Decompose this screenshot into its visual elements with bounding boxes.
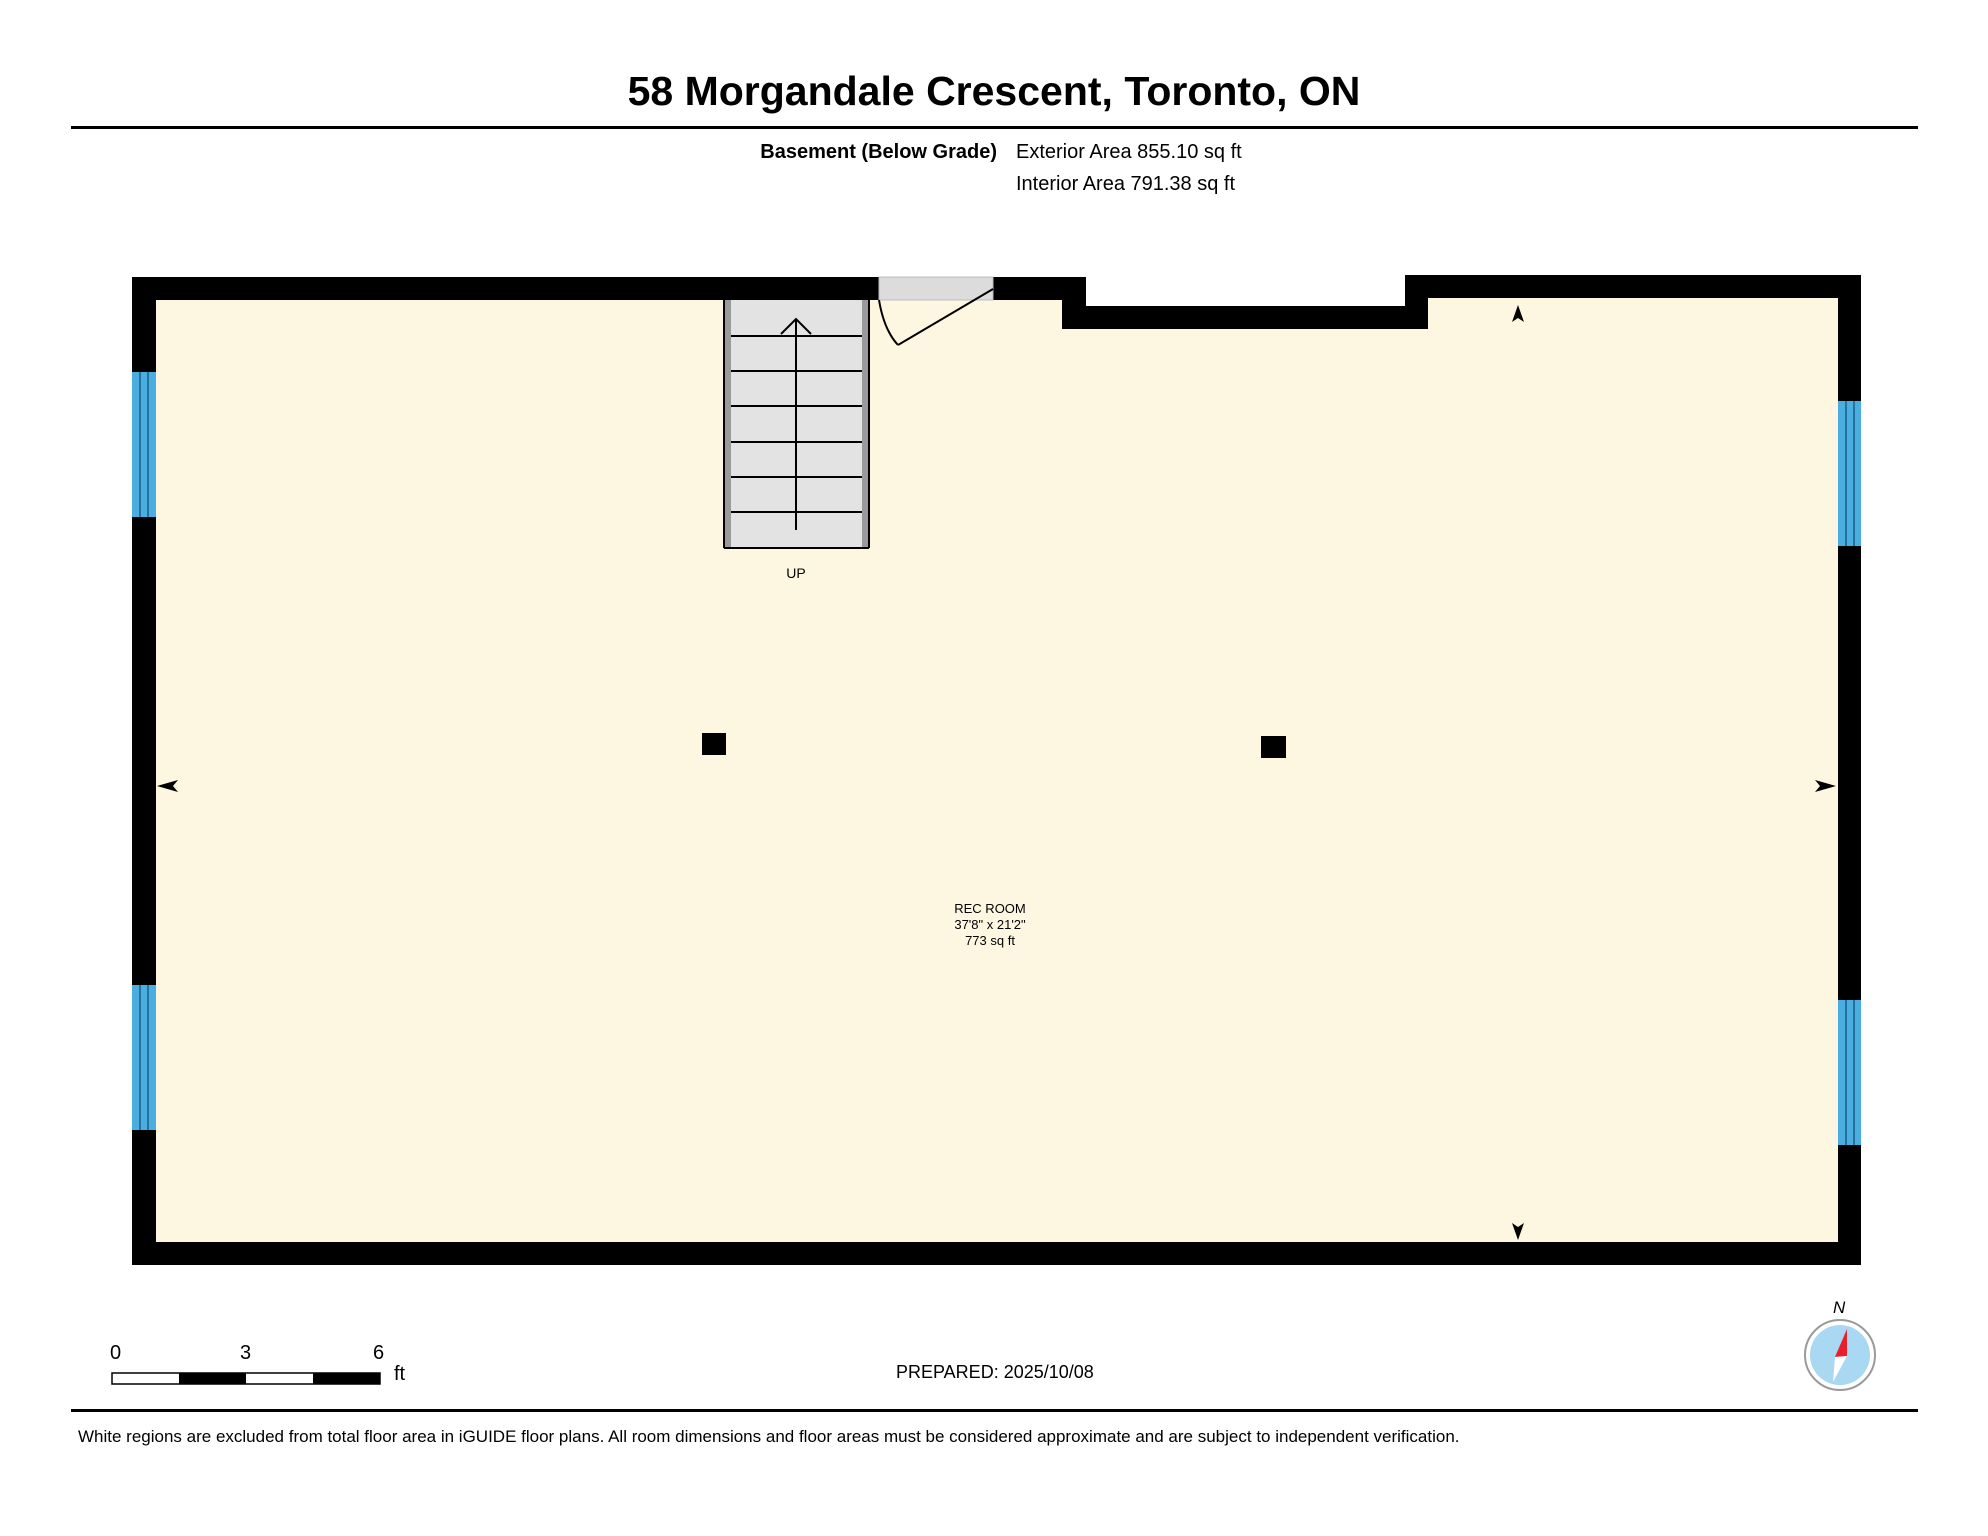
scale-tick-label: 0 <box>110 1342 122 1364</box>
window-east-lower <box>1838 1000 1861 1145</box>
exterior-area: Exterior Area 855.10 sq ft <box>1016 141 1242 163</box>
scale-tick-label: 6 <box>373 1342 385 1364</box>
floor-label: Basement (Below Grade) <box>760 141 997 163</box>
room-label <box>890 901 1090 949</box>
wall-alcove-bottom <box>1062 306 1428 329</box>
room-name: REC ROOM <box>954 901 1026 916</box>
rec-room-floor <box>155 298 1838 1242</box>
scale-tick-label: 3 <box>240 1342 252 1364</box>
scale-unit: ft <box>394 1363 406 1385</box>
window-west-upper <box>132 372 156 517</box>
scale-bar <box>112 1373 380 1384</box>
interior-area: Interior Area 791.38 sq ft <box>1016 173 1236 195</box>
footer-divider <box>71 1409 1918 1412</box>
prepared-date: PREPARED: 2025/10/08 <box>896 1362 1094 1382</box>
north-compass-icon <box>1805 1320 1875 1390</box>
room-area: 773 sq ft <box>965 933 1015 948</box>
support-column <box>702 733 726 755</box>
disclaimer-text: White regions are excluded from total floor area in iGUIDE floor plans. All room dimensions and floor areas must be considered approximate and are subject to independent verification. <box>78 1427 1460 1446</box>
staircase <box>724 300 869 548</box>
room-dimensions: 37'8" x 21'2" <box>954 917 1026 932</box>
stairs-label: UP <box>786 565 806 581</box>
wall-north-left <box>132 277 879 300</box>
wall-north-right <box>1405 275 1861 298</box>
window-west-lower <box>132 985 156 1130</box>
support-column <box>1261 736 1286 758</box>
wall-south <box>132 1242 1860 1265</box>
door-opening <box>879 277 993 300</box>
page-title: 58 Morgandale Crescent, Toronto, ON <box>627 68 1361 114</box>
compass-north-label: N <box>1833 1298 1846 1317</box>
window-east-upper <box>1838 401 1861 546</box>
